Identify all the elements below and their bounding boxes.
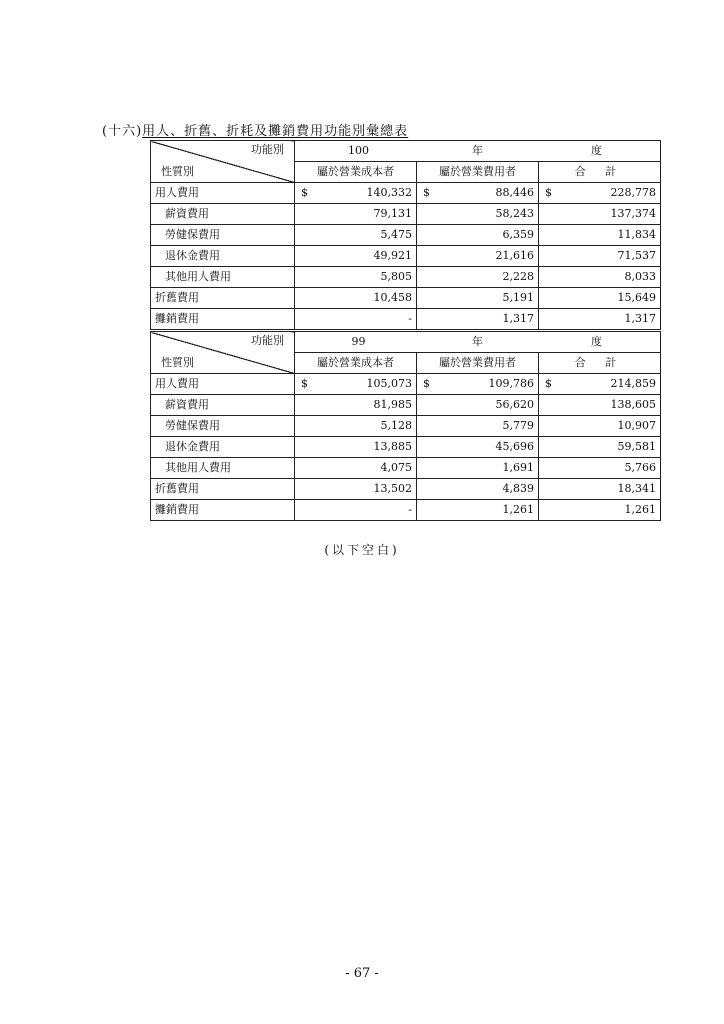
table-row [151, 246, 661, 267]
year-header [295, 332, 661, 353]
expense-cell: 2,228 [417, 267, 539, 288]
expense-table-year-99 [150, 331, 661, 521]
expense-cell: 56,620 [417, 395, 539, 416]
section-heading: 用人、折舊、折耗及攤銷費用功能別彙總表 [142, 124, 409, 139]
row-label: 用人費用 [151, 183, 295, 204]
currency-symbol: $ [545, 377, 552, 390]
table-row [151, 288, 661, 309]
cost-cell: 13,885 [295, 437, 417, 458]
total-cell: $ 228,778 [539, 183, 661, 204]
total-cell: 59,581 [539, 437, 661, 458]
cost-cell: - [295, 500, 417, 521]
nature-label: 性質別 [161, 165, 194, 178]
col-header-total: 合 計 [539, 162, 661, 183]
cost-cell: $ 105,073 [295, 374, 417, 395]
total-cell: 71,537 [539, 246, 661, 267]
total-cell: 5,766 [539, 458, 661, 479]
table-row [151, 437, 661, 458]
total-cell: 1,317 [539, 309, 661, 330]
expense-cell: 5,191 [417, 288, 539, 309]
total-cell: $ 214,859 [539, 374, 661, 395]
total-cell: 1,261 [539, 500, 661, 521]
cost-cell: 81,985 [295, 395, 417, 416]
total-cell: 10,907 [539, 416, 661, 437]
cost-cell: 13,502 [295, 479, 417, 500]
year-char: 年 [472, 144, 483, 157]
page-number: - 67 - [345, 966, 379, 981]
table-row [151, 395, 661, 416]
cost-cell: 5,805 [295, 267, 417, 288]
section-number: (十六) [102, 124, 143, 139]
cost-cell: - [295, 309, 417, 330]
cost-cell: 49,921 [295, 246, 417, 267]
period-char: 度 [591, 144, 602, 157]
year-header [295, 141, 661, 162]
cost-cell: 5,128 [295, 416, 417, 437]
table-row [151, 458, 661, 479]
row-label: 攤銷費用 [151, 500, 295, 521]
expense-cell: 1,261 [417, 500, 539, 521]
currency-symbol: $ [301, 377, 308, 390]
expense-cell: 6,359 [417, 225, 539, 246]
table-row [151, 225, 661, 246]
table-row [151, 204, 661, 225]
row-label: 勞健保費用 [151, 416, 295, 437]
year-char: 年 [472, 335, 483, 348]
function-label: 功能別 [251, 334, 284, 347]
cost-cell: 4,075 [295, 458, 417, 479]
table-row [151, 479, 661, 500]
row-label: 攤銷費用 [151, 309, 295, 330]
diagonal-header-cell [151, 332, 295, 374]
col-header-cost: 屬於營業成本者 [295, 353, 417, 374]
row-label: 其他用人費用 [151, 458, 295, 479]
expense-cell: $ 109,786 [417, 374, 539, 395]
row-label: 退休金費用 [151, 437, 295, 458]
total-cell: 18,341 [539, 479, 661, 500]
section-title [102, 120, 408, 139]
currency-symbol: $ [545, 186, 552, 199]
row-label: 其他用人費用 [151, 267, 295, 288]
row-label: 薪資費用 [151, 204, 295, 225]
col-header-expense: 屬於營業費用者 [417, 162, 539, 183]
row-label: 折舊費用 [151, 288, 295, 309]
total-cell: 15,649 [539, 288, 661, 309]
row-label: 薪資費用 [151, 395, 295, 416]
table-row [151, 183, 661, 204]
total-cell: 11,834 [539, 225, 661, 246]
row-label: 用人費用 [151, 374, 295, 395]
year-value: 99 [351, 335, 366, 348]
total-cell: 138,605 [539, 395, 661, 416]
expense-cell: 58,243 [417, 204, 539, 225]
table-row [151, 309, 661, 330]
cost-cell: 5,475 [295, 225, 417, 246]
cost-cell: 79,131 [295, 204, 417, 225]
col-header-total: 合 計 [539, 353, 661, 374]
expense-cell: $ 88,446 [417, 183, 539, 204]
expense-cell: 21,616 [417, 246, 539, 267]
row-label: 勞健保費用 [151, 225, 295, 246]
expense-cell: 45,696 [417, 437, 539, 458]
row-label: 退休金費用 [151, 246, 295, 267]
table-row [151, 416, 661, 437]
currency-symbol: $ [423, 377, 430, 390]
col-header-cost: 屬於營業成本者 [295, 162, 417, 183]
total-cell: 8,033 [539, 267, 661, 288]
period-char: 度 [591, 335, 602, 348]
table-row [151, 267, 661, 288]
currency-symbol: $ [423, 186, 430, 199]
expense-cell: 1,691 [417, 458, 539, 479]
year-value: 100 [348, 144, 369, 157]
function-label: 功能別 [251, 143, 284, 156]
currency-symbol: $ [301, 186, 308, 199]
nature-label: 性質別 [161, 356, 194, 369]
expense-cell: 4,839 [417, 479, 539, 500]
total-cell: 137,374 [539, 204, 661, 225]
table-row [151, 500, 661, 521]
table-row [151, 374, 661, 395]
expense-table-year-100 [150, 140, 661, 330]
diagonal-header-cell [151, 141, 295, 183]
cost-cell: 10,458 [295, 288, 417, 309]
expense-cell: 1,317 [417, 309, 539, 330]
expense-cell: 5,779 [417, 416, 539, 437]
blank-below-note: (以下空白) [324, 543, 400, 557]
cost-cell: $ 140,332 [295, 183, 417, 204]
row-label: 折舊費用 [151, 479, 295, 500]
col-header-expense: 屬於營業費用者 [417, 353, 539, 374]
